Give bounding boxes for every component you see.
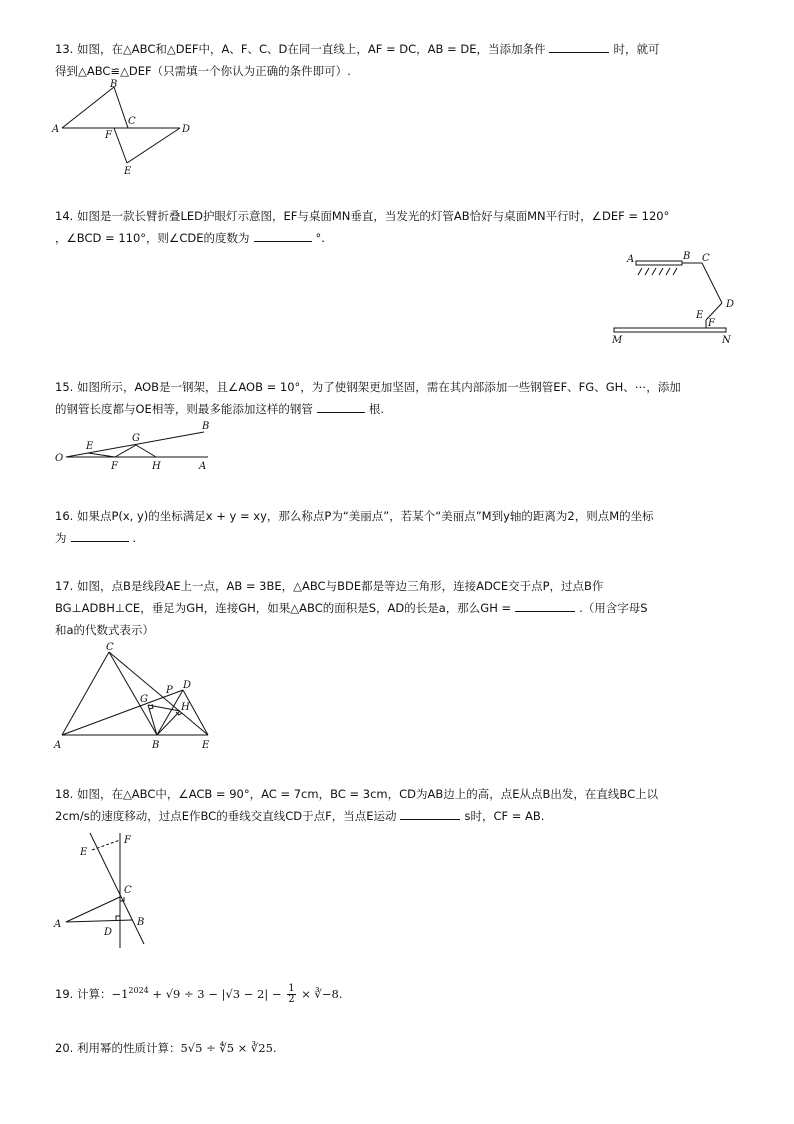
- q14-label-D: D: [726, 299, 735, 310]
- q20-line1: 20. 利用幂的性质计算：5√5 ÷ ∜5 × ∛25.: [55, 1041, 277, 1055]
- q13-label-E: E: [124, 166, 132, 177]
- q17-label-C: C: [106, 642, 114, 653]
- q17-label-G: G: [140, 694, 148, 705]
- q14-line1: 14. 如图是一款长臂折叠LED护眼灯示意图，EF与桌面MN垂直，当发光的灯管AB恰好与桌面MN平行时，∠DEF = 120°: [55, 209, 670, 223]
- question-19: [55, 980, 745, 1005]
- q15-label-E: E: [86, 441, 94, 452]
- q14-label-A: A: [627, 254, 635, 265]
- q15-line2: 的钢管长度都与OE相等，则最多能添加这样的钢管 根.: [55, 402, 384, 416]
- q17-line1: 17. 如图，点B是线段AE上一点，AB = 3BE，△ABC与BDE都是等边三角形，连接ADCE交于点P，过点B作: [55, 579, 604, 593]
- q14-label-N: N: [722, 335, 731, 346]
- q17-label-H: H: [181, 702, 190, 713]
- q19-line1: 19. 计算：$-1^{2024} + √9 \div 3 - |√3 - 2|$ − $\frac{1}{2}$ × ∛−8.: [55, 982, 343, 1005]
- q14-line2: ，∠BCD = 110°，则∠CDE的度数为 °.: [55, 231, 325, 245]
- q17-line2: BG⊥ADBH⊥CE，垂足为GH，连接GH，如果△ABC的面积是S，AD的长是a，那么GH = .（用含字母S: [55, 601, 648, 615]
- q18-line2: 2cm/s的速度移动，过点E作BC的垂线交直线CD于点F，当点E运动 s时，CF = AB.: [55, 809, 545, 823]
- question-20: [55, 1037, 745, 1059]
- q18-label-B: B: [137, 917, 145, 928]
- q13-label-C: C: [128, 116, 136, 127]
- q13-label-D: D: [182, 124, 191, 135]
- q17-label-D: D: [183, 680, 192, 691]
- q13-label-F: F: [105, 130, 112, 141]
- q17-label-E: E: [202, 740, 210, 751]
- q14-label-E: E: [696, 310, 704, 321]
- q14-label-M: M: [612, 335, 623, 346]
- q15-label-F: F: [111, 461, 118, 472]
- q18-label-D: D: [104, 927, 113, 938]
- q17-label-A: A: [54, 740, 62, 751]
- q14-label-C: C: [702, 253, 710, 264]
- q18-label-C: C: [124, 885, 132, 896]
- q13-line1: 13. 如图，在△ABC和△DEF中，A、F、C、D在同一直线上，AF = DC，AB = DE，当添加条件 时，就可: [55, 42, 660, 56]
- q15-label-A: A: [199, 461, 207, 472]
- q13-label-B: B: [110, 79, 118, 90]
- q18-line1: 18. 如图，在△ABC中，∠ACB = 90°，AC = 7cm，BC = 3cm，CD为AB边上的高，点E从点B出发，在直线BC上以: [55, 787, 659, 801]
- q14-label-B: B: [683, 251, 691, 262]
- q18-label-A: A: [54, 919, 62, 930]
- q18-label-E: E: [80, 847, 88, 858]
- q17-label-P: P: [166, 685, 173, 696]
- q16-line2: 为 .: [55, 531, 137, 545]
- q17-label-B: B: [152, 740, 160, 751]
- q15-label-B: B: [202, 421, 210, 432]
- q13-line2: 得到△ABC≌△DEF（只需填一个你认为正确的条件即可）.: [55, 64, 351, 78]
- q15-line1: 15. 如图所示，AOB是一钢架，且∠AOB = 10°，为了使钢架更加坚固，需在其内部添加一些钢管EF、FG、GH、⋯，添加: [55, 380, 681, 394]
- q15-label-O: O: [55, 453, 64, 464]
- q15-label-H: H: [152, 461, 161, 472]
- q15-label-G: G: [132, 433, 140, 444]
- q19-fraction: $\frac{1}{2}$: [288, 982, 295, 1005]
- q16-line1: 16. 如果点P(x, y)的坐标满足x + y = xy，那么称点P为“美丽点”，若某个“美丽点”M到y轴的距离为2，则点M的坐标: [55, 509, 654, 523]
- q17-line3: 和a的代数式表示）: [55, 623, 155, 637]
- q13-label-A: A: [52, 124, 60, 135]
- q18-label-F: F: [124, 835, 131, 846]
- q14-label-F: F: [708, 318, 715, 329]
